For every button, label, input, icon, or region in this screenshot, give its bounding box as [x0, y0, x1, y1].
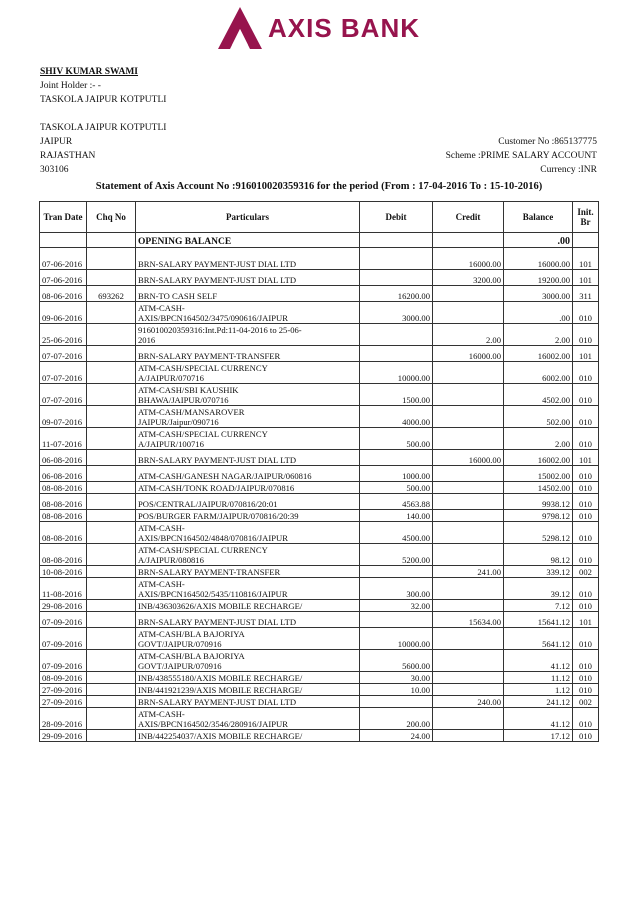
cell-debit — [360, 346, 433, 362]
cell-init-br: 010 — [573, 362, 599, 384]
cell-particulars: INB/436303626/AXIS MOBILE RECHARGE/ — [136, 600, 360, 612]
cell-tran-date: 07-07-2016 — [40, 346, 87, 362]
table-row — [40, 650, 599, 672]
cell-debit — [360, 566, 433, 578]
cell-init-br: 010 — [573, 684, 599, 696]
address-state: RAJASTHAN — [40, 151, 96, 161]
table-row — [40, 628, 599, 650]
col-header-init-br — [573, 202, 599, 233]
table-row — [40, 672, 599, 684]
cell-particulars: ATM-CASH/SBI KAUSHIK BHAWA/JAIPUR/070716 — [136, 384, 360, 406]
cell-balance: 16002.00 — [504, 450, 573, 466]
cell-chq-no — [87, 494, 136, 510]
cell-particulars: BRN-SALARY PAYMENT-TRANSFER — [136, 566, 360, 578]
cell-init-br: 010 — [573, 466, 599, 482]
cell-particulars: BRN-SALARY PAYMENT-JUST DIAL LTD — [136, 254, 360, 270]
table-row — [40, 302, 599, 324]
opening-balance-label: OPENING BALANCE — [136, 233, 360, 248]
cell-balance: 9798.12 — [504, 510, 573, 522]
cell-chq-no — [87, 600, 136, 612]
cell-debit — [360, 324, 433, 346]
cell-balance: 7.12 — [504, 600, 573, 612]
cell-credit: 240.00 — [433, 696, 504, 708]
cell-chq-no — [87, 362, 136, 384]
cell-credit — [433, 684, 504, 696]
cell-debit: 500.00 — [360, 428, 433, 450]
cell-credit — [433, 466, 504, 482]
table-row — [40, 384, 599, 406]
cell-balance: 339.12 — [504, 566, 573, 578]
cell-chq-no — [87, 384, 136, 406]
cell-init-br: 010 — [573, 324, 599, 346]
cell-credit — [433, 600, 504, 612]
scheme: Scheme :PRIME SALARY ACCOUNT — [445, 151, 597, 161]
table-row — [40, 544, 599, 566]
cell-credit — [433, 522, 504, 544]
cell-balance: 15641.12 — [504, 612, 573, 628]
cell-chq-no — [87, 522, 136, 544]
cell-balance: 14502.00 — [504, 482, 573, 494]
cell-particulars: ATM-CASH/GANESH NAGAR/JAIPUR/060816 — [136, 466, 360, 482]
cell-debit: 1500.00 — [360, 384, 433, 406]
cell-debit: 4563.88 — [360, 494, 433, 510]
cell-init-br: 010 — [573, 482, 599, 494]
cell-debit: 32.00 — [360, 600, 433, 612]
holder-name: SHIV KUMAR SWAMI — [40, 67, 139, 77]
cell-balance: 241.12 — [504, 696, 573, 708]
cell-particulars: ATM-CASH/SPECIAL CURRENCY A/JAIPUR/100716 — [136, 428, 360, 450]
cell-init-br: 010 — [573, 628, 599, 650]
cell-balance: 6002.00 — [504, 362, 573, 384]
cell-chq-no — [87, 730, 136, 742]
cell-credit — [433, 672, 504, 684]
cell-chq-no — [87, 324, 136, 346]
col-header-particulars: Particulars — [136, 202, 360, 233]
cell-tran-date: 27-09-2016 — [40, 696, 87, 708]
table-row — [40, 254, 599, 270]
cell-chq-no — [87, 270, 136, 286]
cell-credit — [433, 578, 504, 600]
cell-balance: 1.12 — [504, 684, 573, 696]
cell-init-br: 101 — [573, 270, 599, 286]
cell-debit: 1000.00 — [360, 466, 433, 482]
cell-credit — [433, 494, 504, 510]
cell-balance: 15002.00 — [504, 466, 573, 482]
cell-balance: 5298.12 — [504, 522, 573, 544]
cell-tran-date: 09-06-2016 — [40, 302, 87, 324]
cell-credit — [433, 730, 504, 742]
table-row — [40, 494, 599, 510]
cell-particulars: BRN-SALARY PAYMENT-JUST DIAL LTD — [136, 450, 360, 466]
table-row — [40, 466, 599, 482]
cell-tran-date: 09-07-2016 — [40, 406, 87, 428]
cell-init-br: 010 — [573, 672, 599, 684]
table-row — [40, 522, 599, 544]
cell-init-br: 010 — [573, 522, 599, 544]
cell-balance: 502.00 — [504, 406, 573, 428]
cell-balance: 16002.00 — [504, 346, 573, 362]
cell-credit — [433, 650, 504, 672]
cell-chq-no — [87, 708, 136, 730]
cell-debit: 500.00 — [360, 482, 433, 494]
cell-balance: 19200.00 — [504, 270, 573, 286]
cell-particulars: ATM-CASH- AXIS/BPCN164502/3546/280916/JAIPUR — [136, 708, 360, 730]
currency: Currency :INR — [540, 165, 597, 175]
col-header-chq: Chq No — [87, 202, 136, 233]
table-row — [40, 578, 599, 600]
cell-debit: 10000.00 — [360, 362, 433, 384]
cell-chq-no — [87, 544, 136, 566]
table-row — [40, 428, 599, 450]
cell-init-br: 010 — [573, 600, 599, 612]
cell-init-br: 311 — [573, 286, 599, 302]
cell-tran-date: 07-06-2016 — [40, 254, 87, 270]
cell-particulars: BRN-SALARY PAYMENT-JUST DIAL LTD — [136, 696, 360, 708]
cell-tran-date: 11-07-2016 — [40, 428, 87, 450]
table-row — [40, 324, 599, 346]
col-header-credit: Credit — [433, 202, 504, 233]
cell-init-br: 010 — [573, 650, 599, 672]
cell-debit: 5600.00 — [360, 650, 433, 672]
cell-debit: 300.00 — [360, 578, 433, 600]
cell-debit: 24.00 — [360, 730, 433, 742]
opening-balance-value: .00 — [504, 233, 573, 248]
cell-debit: 3000.00 — [360, 302, 433, 324]
customer-no: Customer No :865137775 — [498, 137, 597, 147]
cell-debit: 4500.00 — [360, 522, 433, 544]
table-row — [40, 600, 599, 612]
cell-tran-date: 28-09-2016 — [40, 708, 87, 730]
account-info — [446, 135, 597, 177]
cell-debit: 16200.00 — [360, 286, 433, 302]
address-line2: TASKOLA JAIPUR KOTPUTLI — [40, 123, 167, 133]
cell-debit — [360, 254, 433, 270]
cell-chq-no — [87, 566, 136, 578]
cell-tran-date: 29-09-2016 — [40, 730, 87, 742]
cell-chq-no — [87, 650, 136, 672]
cell-particulars: ATM-CASH- AXIS/BPCN164502/5435/110816/JAIPUR — [136, 578, 360, 600]
cell-tran-date: 08-08-2016 — [40, 522, 87, 544]
bank-logo — [218, 5, 420, 51]
cell-init-br: 010 — [573, 494, 599, 510]
cell-balance: 16000.00 — [504, 254, 573, 270]
col-header-init-br-text: Init. Br — [577, 207, 594, 227]
col-header-debit: Debit — [360, 202, 433, 233]
cell-chq-no — [87, 302, 136, 324]
cell-tran-date: 08-08-2016 — [40, 544, 87, 566]
axis-bank-logo-icon — [218, 5, 262, 51]
cell-particulars: POS/BURGER FARM/JAIPUR/070816/20:39 — [136, 510, 360, 522]
cell-chq-no: 693262 — [87, 286, 136, 302]
cell-balance: 17.12 — [504, 730, 573, 742]
cell-tran-date: 07-06-2016 — [40, 270, 87, 286]
cell-particulars: BRN-SALARY PAYMENT-TRANSFER — [136, 346, 360, 362]
table-row — [40, 566, 599, 578]
cell-credit — [433, 428, 504, 450]
cell-init-br: 010 — [573, 730, 599, 742]
table-row — [40, 684, 599, 696]
cell-particulars: ATM-CASH/BLA BAJORIYA GOVT/JAIPUR/070916 — [136, 650, 360, 672]
cell-balance: .00 — [504, 302, 573, 324]
cell-particulars: ATM-CASH/SPECIAL CURRENCY A/JAIPUR/080816 — [136, 544, 360, 566]
table-row — [40, 450, 599, 466]
cell-particulars: ATM-CASH- AXIS/BPCN164502/3475/090616/JAIPUR — [136, 302, 360, 324]
cell-tran-date: 07-09-2016 — [40, 612, 87, 628]
cell-tran-date: 07-09-2016 — [40, 650, 87, 672]
cell-debit: 10000.00 — [360, 628, 433, 650]
cell-tran-date: 10-08-2016 — [40, 566, 87, 578]
cell-debit: 30.00 — [360, 672, 433, 684]
cell-particulars: BRN-SALARY PAYMENT-JUST DIAL LTD — [136, 270, 360, 286]
cell-chq-no — [87, 578, 136, 600]
cell-tran-date: 08-08-2016 — [40, 482, 87, 494]
cell-balance: 4502.00 — [504, 384, 573, 406]
cell-balance: 2.00 — [504, 428, 573, 450]
table-header-row — [40, 202, 599, 233]
cell-chq-no — [87, 254, 136, 270]
address-city: JAIPUR — [40, 137, 73, 147]
cell-chq-no — [87, 684, 136, 696]
cell-init-br: 010 — [573, 428, 599, 450]
cell-init-br: 010 — [573, 302, 599, 324]
table-row — [40, 270, 599, 286]
cell-init-br: 010 — [573, 384, 599, 406]
cell-balance: 2.00 — [504, 324, 573, 346]
cell-debit — [360, 612, 433, 628]
cell-tran-date: 08-09-2016 — [40, 672, 87, 684]
cell-tran-date: 08-06-2016 — [40, 286, 87, 302]
cell-tran-date: 27-09-2016 — [40, 684, 87, 696]
cell-init-br: 010 — [573, 510, 599, 522]
cell-credit: 15634.00 — [433, 612, 504, 628]
cell-particulars: POS/CENTRAL/JAIPUR/070816/20:01 — [136, 494, 360, 510]
table-row — [40, 510, 599, 522]
address-pin: 303106 — [40, 165, 69, 175]
cell-balance: 9938.12 — [504, 494, 573, 510]
cell-balance: 11.12 — [504, 672, 573, 684]
cell-init-br: 010 — [573, 708, 599, 730]
cell-tran-date: 08-08-2016 — [40, 494, 87, 510]
cell-chq-no — [87, 612, 136, 628]
cell-init-br: 010 — [573, 544, 599, 566]
cell-balance: 3000.00 — [504, 286, 573, 302]
cell-credit — [433, 544, 504, 566]
table-row — [40, 406, 599, 428]
cell-balance: 39.12 — [504, 578, 573, 600]
cell-credit: 16000.00 — [433, 346, 504, 362]
table-row — [40, 612, 599, 628]
cell-debit: 140.00 — [360, 510, 433, 522]
cell-debit: 5200.00 — [360, 544, 433, 566]
cell-chq-no — [87, 450, 136, 466]
cell-debit — [360, 270, 433, 286]
cell-init-br: 101 — [573, 612, 599, 628]
cell-credit: 16000.00 — [433, 254, 504, 270]
table-row — [40, 730, 599, 742]
cell-tran-date: 07-07-2016 — [40, 362, 87, 384]
cell-init-br: 101 — [573, 450, 599, 466]
transactions-table — [39, 201, 599, 742]
cell-particulars: BRN-SALARY PAYMENT-JUST DIAL LTD — [136, 612, 360, 628]
cell-balance: 5641.12 — [504, 628, 573, 650]
cell-credit — [433, 362, 504, 384]
table-row — [40, 362, 599, 384]
cell-credit: 16000.00 — [433, 450, 504, 466]
table-row — [40, 708, 599, 730]
holder-block — [40, 65, 166, 177]
cell-particulars: INB/438555180/AXIS MOBILE RECHARGE/ — [136, 672, 360, 684]
cell-chq-no — [87, 466, 136, 482]
cell-credit: 3200.00 — [433, 270, 504, 286]
table-row — [40, 286, 599, 302]
statement-title: Statement of Axis Account No :916010020359316 for the period (From : 17-04-2016 To : 15-10-2016) — [95, 181, 543, 192]
cell-debit: 10.00 — [360, 684, 433, 696]
cell-init-br: 002 — [573, 566, 599, 578]
cell-tran-date: 06-08-2016 — [40, 466, 87, 482]
cell-init-br: 010 — [573, 406, 599, 428]
cell-credit — [433, 406, 504, 428]
cell-credit — [433, 286, 504, 302]
cell-debit: 200.00 — [360, 708, 433, 730]
table-row — [40, 346, 599, 362]
cell-init-br: 010 — [573, 578, 599, 600]
cell-tran-date: 07-07-2016 — [40, 384, 87, 406]
col-header-date: Tran Date — [40, 202, 87, 233]
cell-credit — [433, 384, 504, 406]
cell-tran-date: 08-08-2016 — [40, 510, 87, 522]
cell-chq-no — [87, 406, 136, 428]
cell-particulars: ATM-CASH- AXIS/BPCN164502/4848/070816/JAIPUR — [136, 522, 360, 544]
cell-tran-date: 11-08-2016 — [40, 578, 87, 600]
cell-credit — [433, 482, 504, 494]
cell-credit: 241.00 — [433, 566, 504, 578]
cell-tran-date: 07-09-2016 — [40, 628, 87, 650]
cell-chq-no — [87, 346, 136, 362]
cell-debit: 4000.00 — [360, 406, 433, 428]
cell-tran-date: 29-08-2016 — [40, 600, 87, 612]
cell-tran-date: 06-08-2016 — [40, 450, 87, 466]
col-header-balance: Balance — [504, 202, 573, 233]
cell-particulars: BRN-TO CASH SELF — [136, 286, 360, 302]
cell-credit: 2.00 — [433, 324, 504, 346]
joint-holder: Joint Holder :- - — [40, 81, 101, 91]
opening-balance-row — [40, 233, 599, 248]
cell-credit — [433, 510, 504, 522]
cell-particulars: ATM-CASH/MANSAROVER JAIPUR/Jaipur/090716 — [136, 406, 360, 428]
cell-particulars: ATM-CASH/BLA BAJORIYA GOVT/JAIPUR/070916 — [136, 628, 360, 650]
cell-chq-no — [87, 510, 136, 522]
cell-credit — [433, 302, 504, 324]
cell-balance: 98.12 — [504, 544, 573, 566]
bank-name: AXIS BANK — [268, 12, 421, 43]
cell-debit — [360, 450, 433, 466]
cell-particulars: INB/442254037/AXIS MOBILE RECHARGE/ — [136, 730, 360, 742]
cell-init-br: 101 — [573, 254, 599, 270]
cell-init-br: 101 — [573, 346, 599, 362]
address-line1: TASKOLA JAIPUR KOTPUTLI — [40, 95, 167, 105]
cell-debit — [360, 696, 433, 708]
cell-particulars: INB/441921239/AXIS MOBILE RECHARGE/ — [136, 684, 360, 696]
cell-particulars: 916010020359316:Int.Pd:11-04-2016 to 25-06- 2016 — [136, 324, 360, 346]
cell-tran-date: 25-06-2016 — [40, 324, 87, 346]
cell-credit — [433, 628, 504, 650]
cell-chq-no — [87, 482, 136, 494]
cell-init-br: 002 — [573, 696, 599, 708]
cell-chq-no — [87, 696, 136, 708]
cell-balance: 41.12 — [504, 708, 573, 730]
cell-chq-no — [87, 628, 136, 650]
cell-balance: 41.12 — [504, 650, 573, 672]
table-row — [40, 482, 599, 494]
table-row — [40, 696, 599, 708]
cell-chq-no — [87, 428, 136, 450]
cell-credit — [433, 708, 504, 730]
cell-particulars: ATM-CASH/SPECIAL CURRENCY A/JAIPUR/070716 — [136, 362, 360, 384]
cell-particulars: ATM-CASH/TONK ROAD/JAIPUR/070816 — [136, 482, 360, 494]
cell-chq-no — [87, 672, 136, 684]
